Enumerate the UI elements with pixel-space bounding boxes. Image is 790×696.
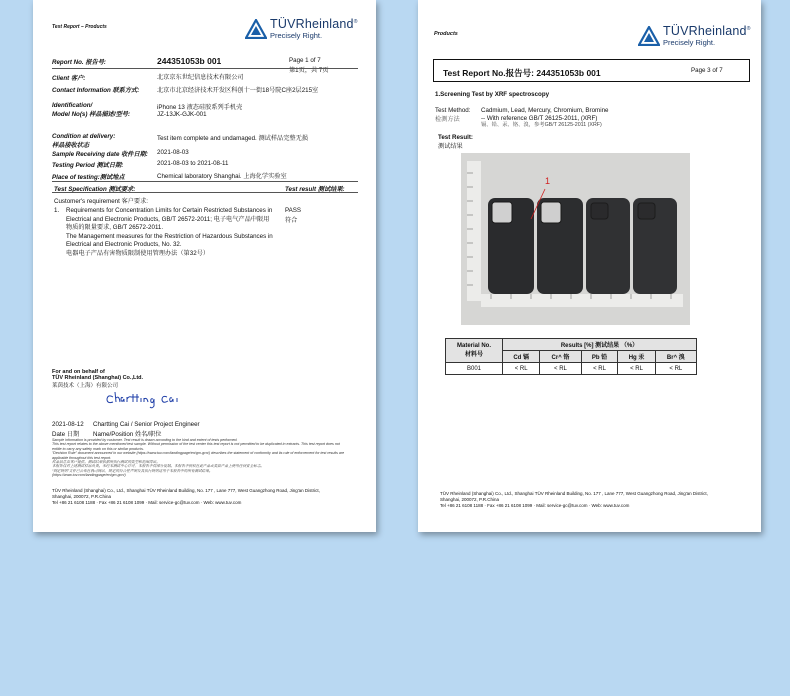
requirement-line: Requirements for Concentration Limits for Certain Restricted Substances in <box>66 207 273 214</box>
receiving-value: 2021-08-03 <box>157 149 189 156</box>
fine-print-line: entitle to carry any safety mark on this or similar products. <box>52 446 144 451</box>
footer-contact: Tel +86 21 6108 1188 · Fax +86 21 6108 1099 · Mail: service-gc@tuv.com · Web: www.tuv.com <box>52 500 242 506</box>
requirement-line: The Management measures for the Restriction of Hazardous Substances in <box>66 232 273 240</box>
signer: Chartting Cai / Senior Project Engineer <box>93 421 200 428</box>
fine-print-line: applicable throughout this test report. <box>52 455 112 460</box>
table-header-br: Br^ 溴 <box>655 351 696 363</box>
report-title <box>443 67 601 79</box>
fine-print-line: 样品信息由客户提供。测试结果依据所执行测试的类型和范围得出。 <box>52 460 160 465</box>
header-label: Products <box>434 31 458 37</box>
footer <box>52 488 320 507</box>
footer-address: TÜV Rheinland (Shanghai) Co., Ltd., Shanghai TÜV Rheinland Building, No. 177 , Lane 777, West Guangzhong Road, Jing'an District, <box>52 488 320 493</box>
table-header-material <box>446 339 503 363</box>
behalf-label: For and on behalf of <box>52 369 105 375</box>
tuv-triangle-icon <box>638 26 660 46</box>
table-cell: < RL <box>618 363 655 375</box>
tuv-logo <box>638 24 751 47</box>
table-header-pb: Pb 铅 <box>581 351 618 363</box>
identification-label: Identification/ <box>52 102 93 109</box>
logo-brand: TÜVRheinland <box>270 17 354 31</box>
table-cell-material: B001 <box>446 363 503 375</box>
report-no: 244351053b 001 <box>536 68 601 78</box>
table-header-cd: Cd 镉 <box>503 351 540 363</box>
company-name-cn: 莱茵技术（上海）有限公司 <box>52 383 119 389</box>
fine-print-line: “判定规则”文件已公布在我司网站，规定的符合性声明及其执行规则适用于本报告中的所有测试结果。 <box>52 468 213 473</box>
fine-print-line: (https://www.tuv.com/landingpage/en/gm-gcn/) <box>52 473 126 478</box>
result-label-cn: 测试结果 <box>438 143 463 150</box>
client-value: 北京京东世纪信息技术有限公司 <box>157 74 244 81</box>
method-label-cn: 检测方法 <box>435 116 460 123</box>
material-label-cn: 材料号 <box>464 352 483 358</box>
divider <box>52 192 358 193</box>
model-label: Model No(s) 样品描述/型号: <box>52 111 131 118</box>
photo-marker: 1 <box>545 176 551 186</box>
method-line: -- With reference GB/T 26125-2011, (XRF) <box>481 114 598 122</box>
logo-tagline: Precisely Right. <box>270 31 323 40</box>
report-no: 244351053b 001 <box>157 56 222 66</box>
footer-address: TÜV Rheinland (Shanghai) Co., Ltd., Shanghai TÜV Rheinland Building, No. 177 , Lane 777, West Guangzhong Road, Jing'an District, <box>440 491 708 496</box>
condition-value: Test item complete and undamaged. 测试样品完整无损 <box>157 135 308 142</box>
page-number-cn: 第1页，共 7页 <box>289 67 329 74</box>
fine-print <box>52 438 344 478</box>
place-value: Chemical laboratory Shanghai. 上海化学实验室 <box>157 173 287 180</box>
sign-date-label: Date 日期 <box>52 431 80 438</box>
footer-city: Shanghai, 200072, P.R.China <box>52 494 111 500</box>
receiving-label: Sample Receiving date 收件日期: <box>52 151 148 158</box>
result-label: Test Result: <box>438 134 473 141</box>
requirement-line: 物质的限量要求, GB/T 26572-2011. <box>66 224 164 232</box>
fine-print-line: "Decision Rule" document announced in our website (https://www.tuv.com/landingpage/en/gm-gcn/) describes the statement of conformity and its rule of enforcement for test results are <box>52 451 345 456</box>
table-cell: < RL <box>581 363 618 375</box>
footer-city: Shanghai, 200072, P.R.China <box>440 497 499 503</box>
requirement-line: Electrical and Electronic Products, No. 32. <box>66 241 182 249</box>
header-label: Test Report – Products <box>52 24 107 30</box>
logo-brand: TÜVRheinland <box>663 24 747 38</box>
contact-value: 北京市北京经济技术开发区科创十一街18号院C座2层215室 <box>157 87 319 94</box>
ruler-vertical <box>467 161 481 301</box>
divider <box>52 181 358 182</box>
item-number: 1. <box>54 207 60 214</box>
report-no-label: Report No. 报告号: <box>52 59 106 66</box>
identification-value: iPhone 13 液态硅胶系列手机壳 <box>157 104 243 111</box>
method-line: Cadmium, Lead, Mercury, Chromium, Bromine <box>481 107 609 114</box>
divider <box>52 68 358 69</box>
result-pass-cn: 符合 <box>285 217 298 224</box>
report-page-3 <box>418 0 761 532</box>
report-page-1 <box>33 0 376 532</box>
requirements-text <box>66 207 273 259</box>
table-cell: < RL <box>540 363 581 375</box>
material-label: Material No. <box>456 343 491 349</box>
spec-label: Test Specification 测试要求: <box>54 186 136 193</box>
ruler-horizontal <box>481 294 683 307</box>
contact-label: Contact Information 联系方式: <box>52 87 140 94</box>
fine-print-line: Sample information is provided by customer. Test result is drawn according to the kind and extent of tests performed. <box>52 438 238 442</box>
fine-print-line: This test report relates to the above mentioned test sample. Without permission of the test center this test report is not permitted to be duplicated in extracts. This test report does not <box>52 442 340 447</box>
sample-photo <box>461 153 690 325</box>
signature <box>105 388 195 410</box>
condition-label: Condition at delivery: <box>52 133 116 140</box>
method-text <box>481 107 608 130</box>
results-table <box>445 338 697 375</box>
logo-registered: ® <box>746 25 751 32</box>
page-number: Page 1 of 7 <box>289 57 321 64</box>
model-value: JZ-13JK-GJK-001 <box>157 111 207 118</box>
table-cell: < RL <box>503 363 540 375</box>
method-line: 镉、铅、汞、铬、溴，参考GB/T 26125-2011 (XRF) <box>481 122 602 128</box>
testing-label: Testing Period 测试日期: <box>52 162 124 169</box>
tuv-logo <box>245 17 358 40</box>
section-title: 1.Screening Test by XRF spectroscopy <box>435 91 550 98</box>
testing-value: 2021-08-03 to 2021-08-11 <box>157 160 229 167</box>
report-title-label: Test Report No.报告号: <box>443 68 534 78</box>
sign-date: 2021-08-12 <box>52 421 84 428</box>
result-label: Test result 测试结果: <box>285 186 345 193</box>
logo-tagline: Precisely Right. <box>663 38 716 47</box>
customer-requirement: Customer's requirement 客户要求: <box>54 198 149 205</box>
method-label: Test Method: <box>435 107 471 114</box>
footer-contact: Tel +86 21 6108 1188 · Fax +86 21 6108 1099 · Mail: service-gc@tuv.com · Web: www.tuv.com <box>440 503 630 509</box>
logo-registered: ® <box>353 18 358 25</box>
condition-label-cn: 样品接收状态 <box>52 142 90 149</box>
footer <box>440 491 708 510</box>
result-pass: PASS <box>285 207 302 214</box>
page-number: Page 3 of 7 <box>691 67 723 74</box>
tuv-triangle-icon <box>245 19 267 39</box>
table-header-hg: Hg 汞 <box>618 351 655 363</box>
requirement-line: Electrical and Electronic Products, GB/T 26572-2011; 电子电气产品中限用 <box>66 215 270 223</box>
fine-print-line: 本报告仅对上述测试样品负责。未经本测试中心许可，本报告不得部分复制。本报告不授权在此产品或类似产品上使用任何安全标志。 <box>52 464 265 469</box>
client-label: Client 客户: <box>52 75 86 82</box>
place-label: Place of testing:测试地点 <box>52 174 125 181</box>
table-header-cr: Cr^ 铬 <box>540 351 581 363</box>
table-row <box>446 363 697 375</box>
table-header-results: Results [%] 测试结果 （%） <box>503 339 697 351</box>
signer-label: Name/Position 姓名/职位 <box>93 431 162 438</box>
company-name: TÜV Rheinland (Shanghai) Co.,Ltd. <box>52 375 144 381</box>
table-cell: < RL <box>655 363 696 375</box>
requirement-line: 电器电子产品有害物质限制使用管理办法（第32号） <box>66 249 210 257</box>
